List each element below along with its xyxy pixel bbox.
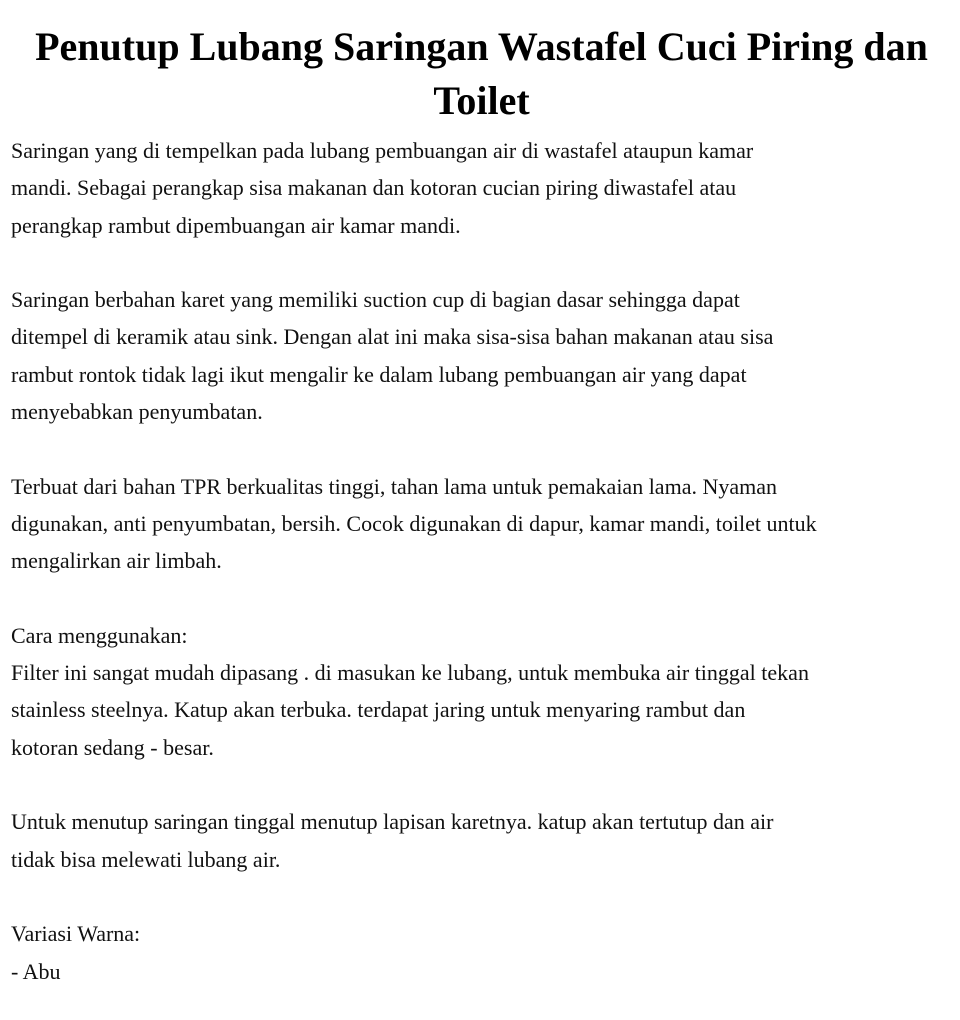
product-page [0,20,960,990]
description-line: mandi. Sebagai perangkap sisa makanan dan kotoran cucian piring diwastafel atau [11,175,737,201]
description-line: mengalirkan air limbah. [11,548,222,574]
color-variants-heading: Variasi Warna: [11,921,141,947]
description-line: digunakan, anti penyumbatan, bersih. Cocok digunakan di dapur, kamar mandi, toilet untuk [11,510,817,536]
paragraph-gap [11,878,952,915]
product-title: Penutup Lubang Saringan Wastafel Cuci Piring dan Toilet [35,24,928,123]
paragraph-gap [11,766,952,803]
usage-line: stainless steelnya. Katup akan terbuka. terdapat jaring untuk menyaring rambut dan [11,697,746,723]
description-line: Terbuat dari bahan TPR berkualitas tinggi, tahan lama untuk pemakaian lama. Nyaman [11,473,777,499]
usage-line: kotoran sedang - besar. [11,734,214,760]
closing-line: Untuk menutup saringan tinggal menutup lapisan karetnya. katup akan tertutup dan air [11,809,774,835]
paragraph-gap [11,430,952,467]
description-line: Saringan berbahan karet yang memiliki suction cup di bagian dasar sehingga dapat [11,287,740,313]
color-variant-item: - Abu [11,958,61,984]
paragraph-gap [11,244,952,281]
description-line: rambut rontok tidak lagi ikut mengalir ke dalam lubang pembuangan air yang dapat [11,361,747,387]
closing-line: tidak bisa melewati lubang air. [11,846,281,872]
product-description [11,132,952,990]
usage-heading: Cara menggunakan: [11,622,188,648]
paragraph-gap [11,580,952,617]
description-line: menyebabkan penyumbatan. [11,399,263,425]
description-line: perangkap rambut dipembuangan air kamar mandi. [11,212,461,238]
usage-line: Filter ini sangat mudah dipasang . di masukan ke lubang, untuk membuka air tinggal tekan [11,660,809,686]
description-line: ditempel di keramik atau sink. Dengan alat ini maka sisa-sisa bahan makanan atau sisa [11,324,774,350]
description-line: Saringan yang di tempelkan pada lubang pembuangan air di wastafel ataupun kamar [11,138,754,163]
